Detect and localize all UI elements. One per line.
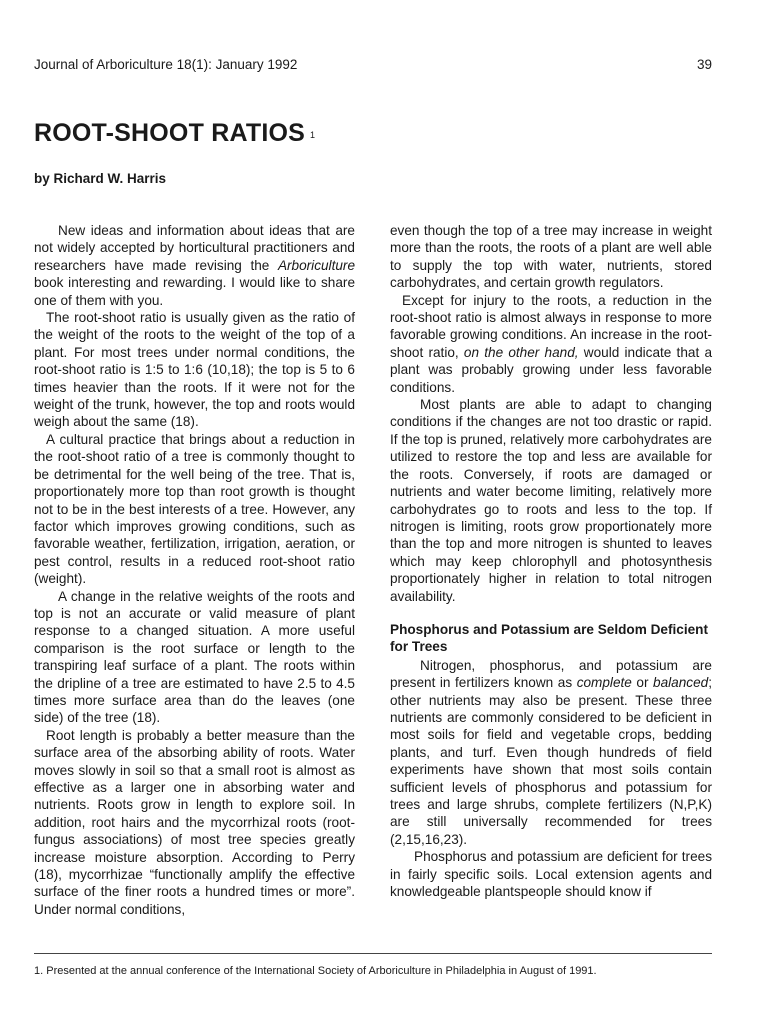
right-p4-text-or: or [631, 675, 654, 691]
page-number: 39 [696, 57, 712, 72]
right-p2-text-a: Except for injury to the roots, a reduction in the root-shoot ratio is almost always in response to more favorable growing conditions. An increase in the root-shoot ratio, [390, 292, 712, 360]
right-p4-italic-complete: complete [576, 675, 632, 691]
right-paragraph-3: Most plants are able to adapt to changing conditions if the changes are not too drastic or rapid. If the top is pruned, relatively more carbohydrates are utilized to restore the top and less are available for the roots. Conversely, if roots are damaged or nutrients and water become limiting, relatively more carbohydrates go to roots and less to the top. If nitrogen is limiting, roots grow proportionately more than the top and more nitrogen is shunted to leaves which may keep chlorophyll and photosynthesis proportionately higher in relation to total nitrogen availability. [390, 397, 712, 604]
right-paragraph-2 [390, 292, 712, 396]
left-p1-italic: Arboriculture [277, 257, 355, 273]
byline: by Richard W. Harris [34, 171, 167, 186]
footnote-rule [34, 953, 712, 954]
left-paragraph-1 [34, 222, 355, 309]
left-paragraph-4: A change in the relative weights of the roots and top is not an accurate or valid measure of plant response to a changed situation. A more useful comparison is the root surface or length to the transpiring leaf surface of a plant. The roots within the dripline of a tree are estimated to have 2.5 to 4.5 times more surface area than do the leaves (one side) of the tree (18). [34, 588, 355, 726]
right-p2-italic: on the other hand, [463, 344, 579, 360]
article-title [34, 118, 315, 148]
right-p4-text-a: Nitrogen, phosphorus, and potassium are present in fertilizers known as [390, 657, 712, 691]
article-title-text: ROOT-SHOOT RATIOS [34, 119, 305, 147]
journal-citation: Journal of Arboriculture 18(1): January 1992 [34, 57, 298, 72]
right-paragraph-4 [390, 657, 712, 848]
left-p1-text-a: New ideas and information about ideas that are not widely accepted by horticultural practitioners and researchers have made revising the [34, 223, 355, 273]
title-footnote-mark: 1 [310, 130, 316, 140]
left-paragraph-5: Root length is probably a better measure than the surface area of the absorbing ability of roots. Water moves slowly in soil so that a small root is almost as effective as a larger one in absorbing water and nutrients. Roots grow in length to explore soil. In addition, root hairs and the mycorrhizal roots (root-fungus associations) of most tree species greatly increase moisture absorption. According to Perry (18), mycorrhizae “functionally amplify the effective surface of the finer roots a hundred times or more”. Under normal conditions, [34, 727, 355, 917]
section-heading: Phosphorus and Potassium are Seldom Deficient for Trees [390, 621, 709, 655]
footnote: 1. Presented at the annual conference of the International Society of Arboriculture in Philadelphia in August of 1991. [34, 965, 597, 977]
right-paragraph-5: Phosphorus and potassium are deficient for trees in fairly specific soils. Local extension agents and knowledgeable plantspeople should know if [390, 849, 712, 900]
right-column [390, 222, 712, 900]
left-p1-text-b: book interesting and rewarding. I would like to share one of them with you. [34, 275, 355, 308]
left-paragraph-2: The root-shoot ratio is usually given as the ratio of the weight of the roots to the weight of the top of a plant. For most trees under normal conditions, the root-shoot ratio is 1:5 to 1:6 (10,18); the top is 5 to 6 times heavier than the roots. If it were not for the weight of the trunk, however, the top and roots would weigh about the same (18). [34, 310, 355, 430]
left-column [34, 222, 355, 918]
right-p4-text-b: ; other nutrients may also be present. These three nutrients are commonly considered to be deficient in most soils for field and vegetable crops, bedding plants, and turf. Even though hundreds of field experiments have shown that most soils contain sufficient levels of phosphorus and potassium for trees and large shrubs, complete fertilizers (N,P,K) are still universally recommended for trees (2,15,16,23). [390, 675, 713, 847]
right-p4-italic-balanced: balanced [653, 675, 709, 691]
left-paragraph-3: A cultural practice that brings about a reduction in the root-shoot ratio of a tree is commonly thought to be detrimental for the well being of the tree. That is, proportionately more top than root growth is thought not to be in the best interests of a tree. However, any factor which improves growing conditions, such as favorable weather, fertilization, irrigation, aeration, or pest control, results in a reduced root-shoot ratio (weight). [34, 431, 355, 587]
right-paragraph-1: even though the top of a tree may increase in weight more than the roots, the roots of a plant are well able to supply the top with water, nutrients, stored carbohydrates, and certain growth regulators. [390, 223, 712, 291]
right-p2-text-b: would indicate that a plant was probably growing under less favorable conditions. [390, 344, 713, 395]
